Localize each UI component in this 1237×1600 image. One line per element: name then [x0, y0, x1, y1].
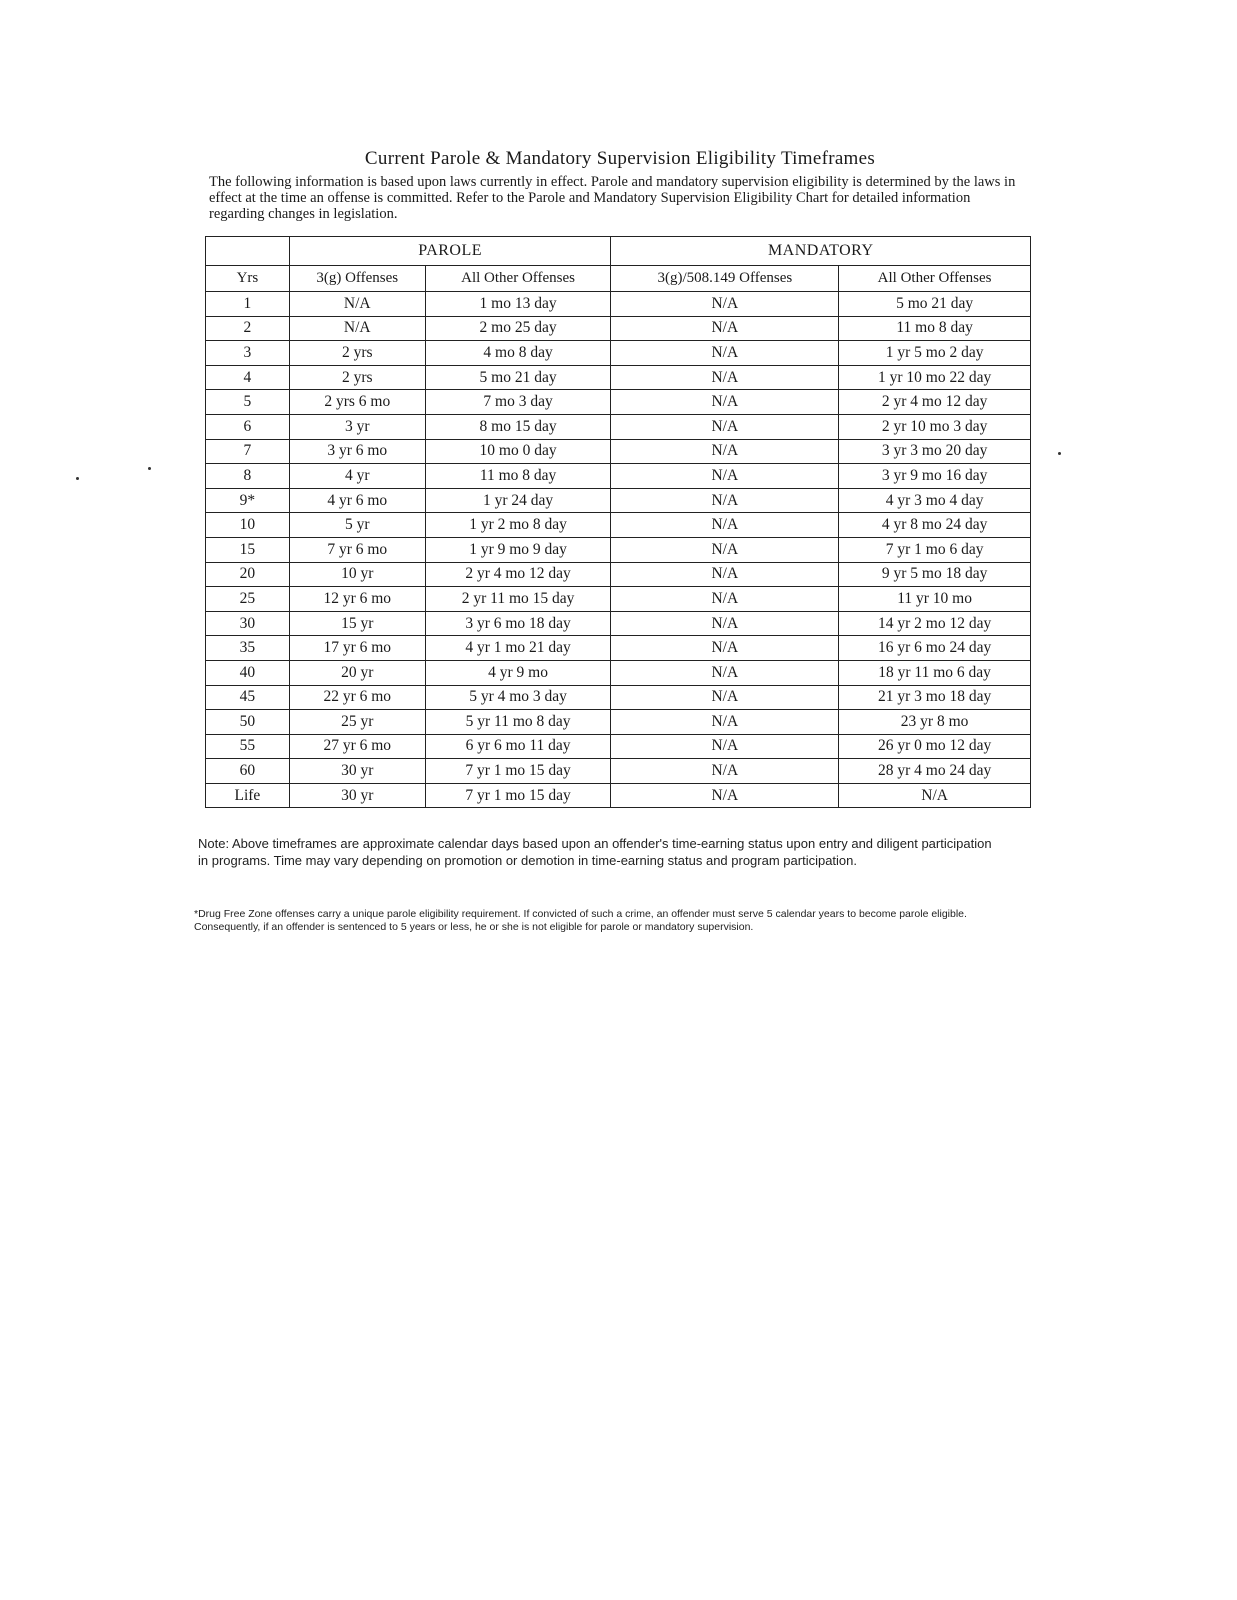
cell-parole-3g: 2 yrs 6 mo [289, 390, 425, 415]
cell-parole-3g: 15 yr [289, 611, 425, 636]
cell-mandatory-3g: N/A [611, 365, 839, 390]
cell-mandatory-3g: N/A [611, 316, 839, 341]
cell-mandatory-other: 26 yr 0 mo 12 day [839, 734, 1031, 759]
table-row [206, 365, 1031, 390]
cell-parole-3g: 22 yr 6 mo [289, 685, 425, 710]
table-row [206, 734, 1031, 759]
table-row [206, 537, 1031, 562]
cell-mandatory-3g: N/A [611, 759, 839, 784]
table-row [206, 292, 1031, 317]
cell-mandatory-other: 1 yr 10 mo 22 day [839, 365, 1031, 390]
column-header-mandatory-3g: 3(g)/508.149 Offenses [611, 266, 839, 292]
column-header-row [206, 266, 1031, 292]
table-row [206, 562, 1031, 587]
table-row [206, 611, 1031, 636]
cell-parole-3g: 30 yr [289, 783, 425, 808]
cell-parole-other: 5 yr 11 mo 8 day [425, 710, 611, 735]
cell-parole-other: 8 mo 15 day [425, 414, 611, 439]
cell-mandatory-3g: N/A [611, 414, 839, 439]
cell-parole-other: 11 mo 8 day [425, 464, 611, 489]
cell-parole-other: 5 yr 4 mo 3 day [425, 685, 611, 710]
cell-parole-other: 7 yr 1 mo 15 day [425, 783, 611, 808]
cell-parole-3g: N/A [289, 292, 425, 317]
cell-mandatory-3g: N/A [611, 660, 839, 685]
table-row [206, 660, 1031, 685]
table-row [206, 710, 1031, 735]
table-row [206, 513, 1031, 538]
cell-yrs: 1 [206, 292, 290, 317]
cell-yrs: 60 [206, 759, 290, 784]
cell-mandatory-other: 3 yr 9 mo 16 day [839, 464, 1031, 489]
cell-parole-other: 4 yr 1 mo 21 day [425, 636, 611, 661]
cell-parole-other: 6 yr 6 mo 11 day [425, 734, 611, 759]
eligibility-table [205, 236, 1031, 808]
cell-yrs: 4 [206, 365, 290, 390]
cell-yrs: 30 [206, 611, 290, 636]
cell-parole-other: 1 yr 24 day [425, 488, 611, 513]
cell-mandatory-other: N/A [839, 783, 1031, 808]
cell-mandatory-other: 28 yr 4 mo 24 day [839, 759, 1031, 784]
cell-yrs: 2 [206, 316, 290, 341]
table-row [206, 316, 1031, 341]
cell-mandatory-other: 3 yr 3 mo 20 day [839, 439, 1031, 464]
cell-parole-3g: 25 yr [289, 710, 425, 735]
cell-mandatory-3g: N/A [611, 464, 839, 489]
cell-yrs: 5 [206, 390, 290, 415]
parole-group-header: PAROLE [289, 237, 611, 266]
table-row [206, 685, 1031, 710]
cell-mandatory-other: 2 yr 10 mo 3 day [839, 414, 1031, 439]
column-header-yrs: Yrs [206, 266, 290, 292]
cell-parole-other: 2 yr 11 mo 15 day [425, 587, 611, 612]
cell-mandatory-other: 4 yr 8 mo 24 day [839, 513, 1031, 538]
cell-mandatory-3g: N/A [611, 439, 839, 464]
cell-parole-3g: 27 yr 6 mo [289, 734, 425, 759]
cell-mandatory-3g: N/A [611, 611, 839, 636]
cell-mandatory-other: 7 yr 1 mo 6 day [839, 537, 1031, 562]
cell-mandatory-other: 23 yr 8 mo [839, 710, 1031, 735]
note-paragraph: Note: Above timeframes are approximate calendar days based upon an offender's time-earning status upon entry and diligent participation in programs. Time may vary depending on promotion or demotion in time-earning status and program participation. [198, 836, 992, 868]
cell-mandatory-3g: N/A [611, 710, 839, 735]
table-row [206, 759, 1031, 784]
cell-mandatory-other: 14 yr 2 mo 12 day [839, 611, 1031, 636]
cell-parole-3g: 12 yr 6 mo [289, 587, 425, 612]
cell-mandatory-3g: N/A [611, 685, 839, 710]
column-header-parole-3g: 3(g) Offenses [289, 266, 425, 292]
cell-mandatory-other: 9 yr 5 mo 18 day [839, 562, 1031, 587]
cell-parole-other: 5 mo 21 day [425, 365, 611, 390]
cell-parole-other: 4 yr 9 mo [425, 660, 611, 685]
cell-parole-other: 2 yr 4 mo 12 day [425, 562, 611, 587]
table-row [206, 488, 1031, 513]
cell-mandatory-other: 16 yr 6 mo 24 day [839, 636, 1031, 661]
cell-parole-other: 7 mo 3 day [425, 390, 611, 415]
cell-parole-3g: 17 yr 6 mo [289, 636, 425, 661]
cell-parole-3g: N/A [289, 316, 425, 341]
cell-mandatory-other: 11 yr 10 mo [839, 587, 1031, 612]
cell-mandatory-other: 5 mo 21 day [839, 292, 1031, 317]
cell-yrs: 10 [206, 513, 290, 538]
cell-parole-other: 1 mo 13 day [425, 292, 611, 317]
cell-parole-other: 1 yr 9 mo 9 day [425, 537, 611, 562]
cell-mandatory-other: 1 yr 5 mo 2 day [839, 341, 1031, 366]
cell-parole-3g: 30 yr [289, 759, 425, 784]
cell-yrs: 25 [206, 587, 290, 612]
cell-mandatory-other: 4 yr 3 mo 4 day [839, 488, 1031, 513]
cell-parole-other: 3 yr 6 mo 18 day [425, 611, 611, 636]
document-title: Current Parole & Mandatory Supervision Eligibility Timeframes [364, 148, 876, 169]
cell-mandatory-3g: N/A [611, 513, 839, 538]
cell-mandatory-other: 18 yr 11 mo 6 day [839, 660, 1031, 685]
cell-yrs: 45 [206, 685, 290, 710]
intro-paragraph: The following information is based upon laws currently in effect. Parole and mandatory supervision eligibility is determined by the laws in effect at the time an offense is committed. Refer to the Parole and Mandatory Supervision Eligibility Chart for detailed information regarding changes in legislation. [209, 174, 1016, 222]
cell-parole-other: 2 mo 25 day [425, 316, 611, 341]
cell-yrs: 35 [206, 636, 290, 661]
table-row [206, 414, 1031, 439]
cell-parole-3g: 4 yr [289, 464, 425, 489]
cell-mandatory-other: 11 mo 8 day [839, 316, 1031, 341]
cell-parole-3g: 3 yr 6 mo [289, 439, 425, 464]
table-row [206, 464, 1031, 489]
cell-parole-other: 10 mo 0 day [425, 439, 611, 464]
cell-mandatory-other: 21 yr 3 mo 18 day [839, 685, 1031, 710]
footnote-paragraph: *Drug Free Zone offenses carry a unique parole eligibility requirement. If convicted of such a crime, an offender must serve 5 calendar years to become parole eligible. Consequently, if an offender is sentenced to 5 years or less, he or she is not eligible for parole or mandatory supervision. [194, 908, 967, 933]
cell-mandatory-3g: N/A [611, 488, 839, 513]
table-row [206, 636, 1031, 661]
scan-speck [148, 467, 151, 470]
cell-parole-3g: 4 yr 6 mo [289, 488, 425, 513]
column-header-mandatory-other: All Other Offenses [839, 266, 1031, 292]
cell-parole-other: 7 yr 1 mo 15 day [425, 759, 611, 784]
cell-parole-other: 4 mo 8 day [425, 341, 611, 366]
cell-mandatory-3g: N/A [611, 636, 839, 661]
scan-speck [1058, 452, 1061, 455]
group-header-row [206, 237, 1031, 266]
cell-yrs: 50 [206, 710, 290, 735]
cell-yrs: 8 [206, 464, 290, 489]
cell-parole-3g: 5 yr [289, 513, 425, 538]
cell-mandatory-3g: N/A [611, 587, 839, 612]
cell-yrs: 15 [206, 537, 290, 562]
cell-yrs: 40 [206, 660, 290, 685]
header-blank-cell [206, 237, 290, 266]
cell-mandatory-3g: N/A [611, 341, 839, 366]
cell-mandatory-3g: N/A [611, 390, 839, 415]
cell-mandatory-3g: N/A [611, 292, 839, 317]
column-header-parole-other: All Other Offenses [425, 266, 611, 292]
cell-yrs: 55 [206, 734, 290, 759]
table-row [206, 587, 1031, 612]
cell-parole-3g: 10 yr [289, 562, 425, 587]
cell-mandatory-3g: N/A [611, 537, 839, 562]
cell-parole-other: 1 yr 2 mo 8 day [425, 513, 611, 538]
mandatory-group-header: MANDATORY [611, 237, 1031, 266]
cell-mandatory-3g: N/A [611, 783, 839, 808]
cell-parole-3g: 20 yr [289, 660, 425, 685]
cell-yrs: Life [206, 783, 290, 808]
cell-yrs: 6 [206, 414, 290, 439]
table-row [206, 390, 1031, 415]
cell-mandatory-other: 2 yr 4 mo 12 day [839, 390, 1031, 415]
cell-yrs: 7 [206, 439, 290, 464]
table-body [206, 292, 1031, 808]
cell-parole-3g: 2 yrs [289, 365, 425, 390]
cell-mandatory-3g: N/A [611, 734, 839, 759]
cell-parole-3g: 3 yr [289, 414, 425, 439]
cell-mandatory-3g: N/A [611, 562, 839, 587]
cell-parole-3g: 2 yrs [289, 341, 425, 366]
scan-speck [76, 477, 79, 480]
cell-parole-3g: 7 yr 6 mo [289, 537, 425, 562]
cell-yrs: 3 [206, 341, 290, 366]
table-row [206, 783, 1031, 808]
table-row [206, 341, 1031, 366]
cell-yrs: 20 [206, 562, 290, 587]
cell-yrs: 9* [206, 488, 290, 513]
table-row [206, 439, 1031, 464]
